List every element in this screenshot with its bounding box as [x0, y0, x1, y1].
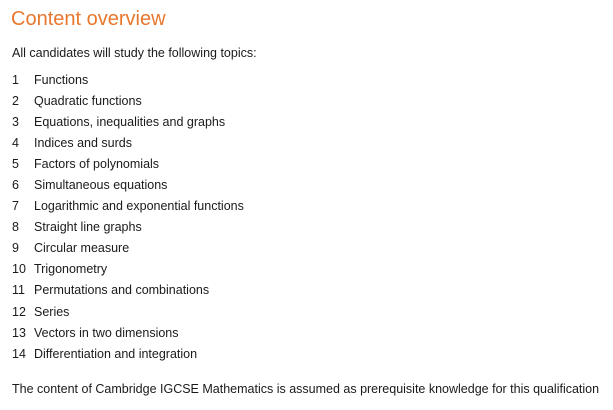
- topic-label: Quadratic functions: [34, 93, 142, 108]
- topic-label: Vectors in two dimensions: [34, 325, 179, 340]
- topic-number: 12: [12, 304, 26, 319]
- list-item: [12, 301, 244, 322]
- topic-number: 5: [12, 156, 19, 171]
- topic-label: Permutations and combinations: [34, 283, 210, 298]
- topic-number: 3: [12, 114, 19, 129]
- topic-label: Series: [34, 304, 70, 319]
- footer-note: The content of Cambridge IGCSE Mathematics is assumed as prerequisite knowledge for this qualification: [12, 382, 600, 396]
- topic-number: 6: [12, 178, 19, 193]
- topic-list: [12, 69, 244, 364]
- list-item: [12, 111, 244, 132]
- topic-number: 8: [12, 220, 19, 235]
- topic-label: Circular measure: [34, 241, 130, 256]
- list-item: [12, 90, 244, 111]
- topic-label: Logarithmic and exponential functions: [34, 199, 244, 214]
- list-item: [12, 174, 244, 195]
- page-title: Content overview: [11, 8, 166, 30]
- topic-number: 10: [12, 262, 26, 277]
- topic-number: 2: [12, 93, 19, 108]
- topic-label: Simultaneous equations: [34, 178, 168, 193]
- topic-label: Factors of polynomials: [34, 156, 160, 171]
- topic-label: Differentiation and integration: [34, 346, 198, 361]
- list-item: [12, 238, 244, 259]
- topic-number: 11: [12, 283, 25, 298]
- list-item: [12, 196, 244, 217]
- topic-number: 1: [12, 72, 19, 87]
- list-item: [12, 132, 244, 153]
- list-item: [12, 69, 244, 90]
- topic-number: 4: [12, 135, 19, 150]
- list-item: [12, 280, 244, 301]
- topic-number: 9: [12, 241, 19, 256]
- topic-label: Functions: [34, 72, 89, 87]
- topic-label: Trigonometry: [34, 262, 108, 277]
- list-item: [12, 217, 244, 238]
- intro-text: All candidates will study the following topics:: [12, 46, 257, 60]
- list-item: [12, 259, 244, 280]
- list-item: [12, 343, 244, 364]
- topic-label: Indices and surds: [34, 135, 132, 150]
- list-item: [12, 322, 244, 343]
- topic-label: Straight line graphs: [34, 220, 142, 235]
- topic-label: Equations, inequalities and graphs: [34, 114, 226, 129]
- topic-number: 7: [12, 199, 19, 214]
- topic-number: 13: [12, 325, 26, 340]
- list-item: [12, 153, 244, 174]
- topic-number: 14: [12, 346, 26, 361]
